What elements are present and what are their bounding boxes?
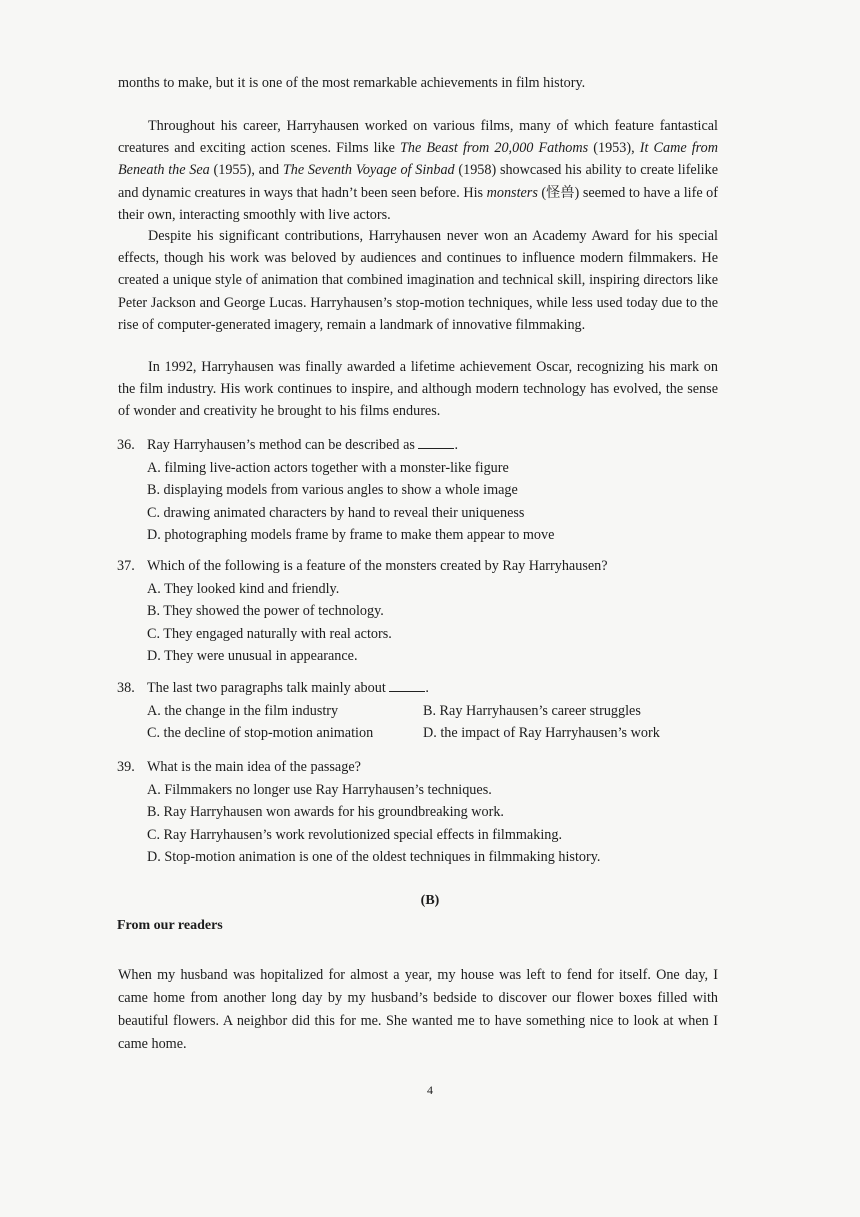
option[interactable]: D. photographing models frame by frame to make them appear to move	[147, 527, 555, 543]
option[interactable]: C. drawing animated characters by hand to reveal their uniqueness	[147, 504, 525, 521]
paragraph-oscar: In 1992, Harryhausen was finally awarded a lifetime achievement Oscar, recognizing his mark on the film industry. His work continues to inspire, and although modern technology has evolved, the sense of wonder and creativity he brought to his films endures.	[118, 359, 718, 420]
film-title: The Beast from 20,000 Fathoms	[399, 140, 589, 157]
option[interactable]: A. Filmmakers no longer use Ray Harryhausen’s techniques.	[147, 781, 492, 798]
option[interactable]: A. the change in the film industry	[147, 702, 339, 719]
option[interactable]: C. Ray Harryhausen’s work revolutionized special effects in filmmaking.	[147, 826, 563, 843]
option[interactable]: D. They were unusual in appearance.	[147, 648, 358, 664]
option[interactable]: B. Ray Harryhausen won awards for his groundbreaking work.	[147, 804, 504, 820]
answer-blank	[389, 679, 425, 692]
option[interactable]: B. They showed the power of technology.	[147, 603, 384, 619]
film-title: It Came from Beneath the Sea	[118, 140, 719, 179]
film-title: The Seventh Voyage of Sinbad	[282, 162, 455, 179]
answer-blank	[418, 436, 454, 449]
section-heading: From our readers	[117, 918, 223, 933]
paragraph-career: Throughout his career, Harryhausen worked on various films, many of which feature fantastical creatures and exciting action scenes. Films like The Beast from 20,000 Fathoms (1953), It Came from Beneath the Sea (1955), and The Seventh Voyage of Sinbad (1958) showcased his ability to create lifelike and dynamic creatures in ways that hadn’t been seen before. His monsters (怪兽) seemed to have a life of their own, interacting smoothly with live actors.	[118, 118, 719, 223]
option[interactable]: B. displaying models from various angles to show a whole image	[147, 482, 518, 498]
continued-text: months to make, but it is one of the most remarkable achievements in film history.	[118, 75, 586, 91]
option[interactable]: C. They engaged naturally with real actors.	[147, 625, 392, 642]
question-37: 37. Which of the following is a feature of the monsters created by Ray Harryhausen? A. They looked kind and friendly. B. They showed the power of technology. C. They engaged naturally with real actors. D. They were unusual in appearance.	[117, 555, 737, 668]
page-number: 4	[427, 1083, 433, 1097]
question-39: 39. What is the main idea of the passage? A. Filmmakers no longer use Ray Harryhausen’s techniques. B. Ray Harryhausen won awards for his groundbreaking work. C. Ray Harryhausen’s work revolutionized special effects in filmmaking. D. Stop-motion animation is one of the oldest techniques in filmmaking history.	[117, 756, 737, 869]
option[interactable]: A. They looked kind and friendly.	[147, 580, 340, 597]
paragraph-contributions: Despite his significant contributions, Harryhausen never won an Academy Award for his special effects, though his work was beloved by audiences and continues to influence modern filmmakers. He created a unique style of animation that combined imagination and technical skill, inspiring directors like Peter Jackson and George Lucas. Harryhausen’s stop-motion techniques, while less used today due to the rise of computer-generated imagery, remain a landmark of innovative filmmaking.	[118, 228, 718, 333]
option[interactable]: D. the impact of Ray Harryhausen’s work	[423, 725, 660, 741]
keyword-monsters: monsters	[486, 184, 538, 201]
option[interactable]: D. Stop-motion animation is one of the oldest techniques in filmmaking history.	[147, 849, 601, 865]
question-38: 38. The last two paragraphs talk mainly about . A. the change in the film industry B. Ray Harryhausen’s career struggles C. the decline of stop-motion animation D. the impact of Ray Harryhausen’s work	[117, 677, 737, 745]
option[interactable]: A. filming live-action actors together with a monster-like figure	[147, 459, 509, 476]
section-label: (B)	[420, 893, 440, 908]
option[interactable]: C. the decline of stop-motion animation	[147, 725, 374, 741]
paragraph-readers: When my husband was hopitalized for almost a year, my house was left to fend for itself. One day, I came home from another long day by my husband’s bedside to discover our flower boxes filled with beautiful flowers. A neighbor did this for me. She wanted me to have something nice to look at when I came home.	[118, 967, 718, 1052]
option[interactable]: B. Ray Harryhausen’s career struggles	[423, 702, 641, 719]
question-36: 36. Ray Harryhausen’s method can be described as . A. filming live-action actors together with a monster-like figure B. displaying models from various angles to show a whole image C. drawing animated characters by hand to reveal their uniqueness D. photographing models frame by frame to make them appear to move	[117, 434, 737, 547]
